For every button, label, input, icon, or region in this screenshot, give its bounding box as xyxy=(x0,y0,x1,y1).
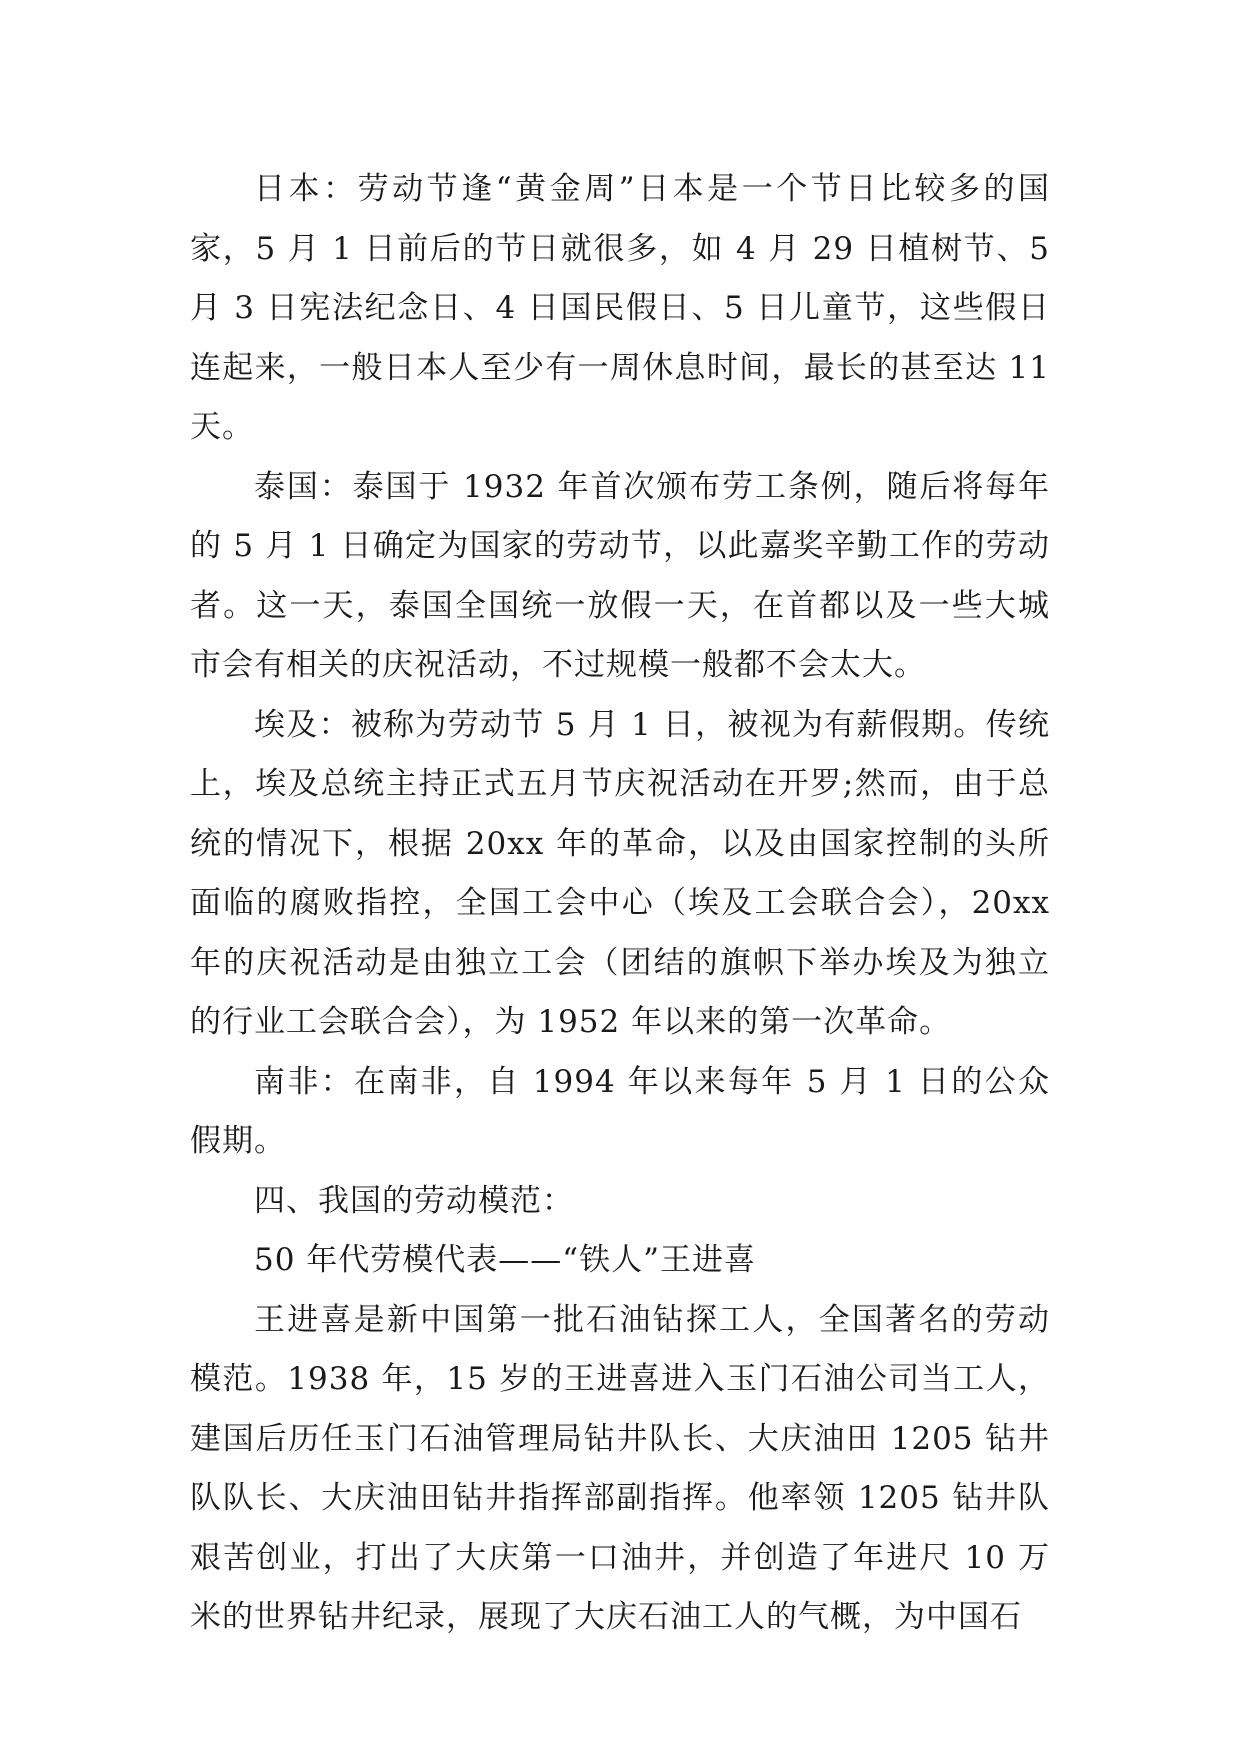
section-heading-labor-models: 四、我国的劳动模范： xyxy=(254,1182,574,1219)
paragraph-japan: 日本：劳动节逢“黄金周”日本是一个节日比较多的国家，5 月 1 日前后的节日就很多，如 4 月 29 日植树节、5 月 3 日宪法纪念日、4 日国民假日、5 日儿童节，这些假日连起来，一般日本人至少有一周休息时间，最长的甚至达 11 天。 xyxy=(190,171,1050,445)
subheading-wang-jinxi: 50 年代劳模代表——“铁人”王进喜 xyxy=(254,1242,756,1278)
paragraph-egypt: 埃及：被称为劳动节 5 月 1 日，被视为有薪假期。传统上，埃及总统主持正式五月节庆祝活动在开罗;然而，由于总统的情况下，根据 20xx 年的革命，以及由国家控制的头所面临的腐败指控，全国工会中心（埃及工会联合会），20xx 年的庆祝活动是由独立工会（团结的旗帜下举办埃及为独立的行业工会联合会），为 1952 年以来的第一次革命。 xyxy=(190,706,1050,1040)
paragraph-wang-jinxi: 王进喜是新中国第一批石油钻探工人，全国著名的劳动模范。1938 年，15 岁的王进喜进入玉门石油公司当工人，建国后历任玉门石油管理局钻井队长、大庆油田 1205 钻井队队长、大庆油田钻井指挥部副指挥。他率领 1205 钻井队艰苦创业，打出了大庆第一口油井，并创造了年进尺 10 万米的世界钻井纪录，展现了大庆石油工人的气概，为中国石 xyxy=(190,1301,1050,1635)
document-body xyxy=(190,160,1050,1648)
paragraph-thailand: 泰国：泰国于 1932 年首次颁布劳工条例，随后将每年的 5 月 1 日确定为国家的劳动节，以此嘉奖辛勤工作的劳动者。这一天，泰国全国统一放假一天，在首都以及一些大城市会有相关的庆祝活动，不过规模一般都不会太大。 xyxy=(190,468,1050,683)
paragraph-south-africa: 南非：在南非，自 1994 年以来每年 5 月 1 日的公众假期。 xyxy=(190,1063,1050,1159)
